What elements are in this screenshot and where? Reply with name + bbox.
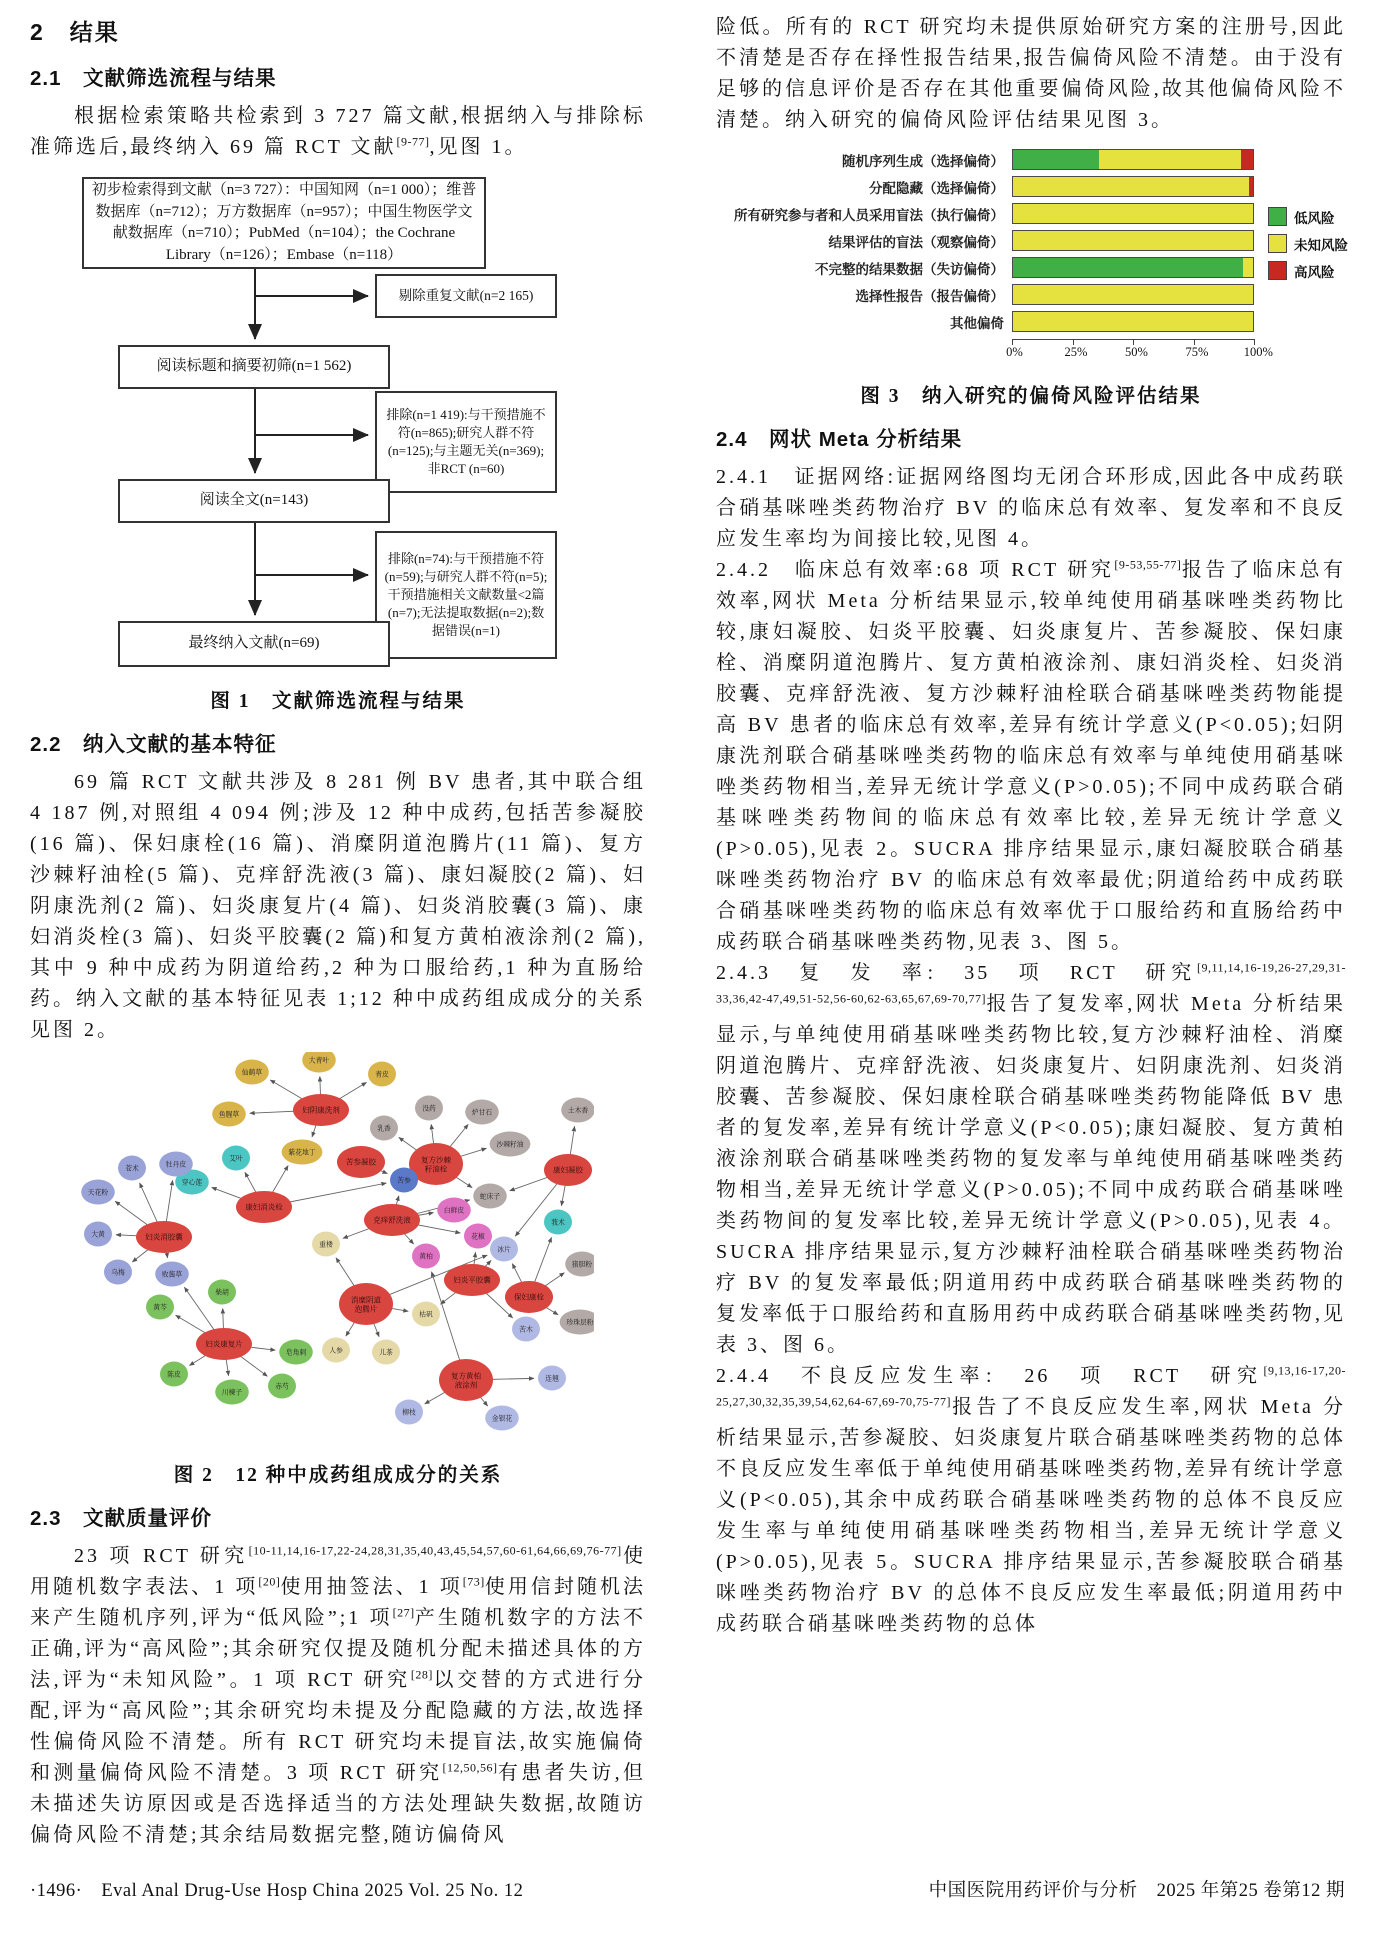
network-node-label: 黄芩 xyxy=(153,1303,167,1312)
text-run: 报告了复发率,网状 Meta 分析结果显示,与单纯使用硝基咪唑类药物比较,复方沙棘籽油栓、消糜阴道泡腾片、克痒舒洗液、妇炎康复片、妇阴康洗剂、妇炎消胶囊、苦参凝胶、保妇康栓联合硝基咪唑类药物能降低 BV 患者的复发率,差异有统计学意义(P<0.05);康妇凝胶、复方黄柏液涂剂联合硝基咪唑类药物的复发率与单纯使用硝基咪唑类药物相当,差异无统计学意义(P>0.05);不同中成药联合硝基咪唑类药物间的复发率比较,差异无统计学意义(P>0.05),见表 4。SUCRA 排序结果显示,复方沙棘籽油栓联合硝基咪唑类药物治疗 BV 的复发率最低;阴道用药中成药联合硝基咪唑类药物的复发率低于口服给药和直肠用药中成药联合硝基咪唑类药物,见表 3、图 6。 xyxy=(716,993,1346,1356)
network-node-label: 冰片 xyxy=(497,1245,511,1254)
network-node-label: 紫花地丁 xyxy=(288,1148,316,1157)
paragraph-right-continuation xyxy=(716,12,1346,136)
reference-superscript: [73] xyxy=(462,1574,485,1589)
reference-superscript: [9-77] xyxy=(396,134,430,149)
network-node-label: 鱼腥草 xyxy=(218,1110,240,1119)
network-node-label: 大青叶 xyxy=(308,1056,330,1065)
network-node-label: 苦参 xyxy=(397,1176,411,1185)
axis-tick-label: 100% xyxy=(1243,345,1273,359)
network-node-label: 土木香 xyxy=(567,1106,589,1115)
text-run: 使用信封随机法来产生随机序列,评为“低风险”;1 项 xyxy=(30,1576,647,1629)
rob-row-label: 分配隐藏（选择偏倚） xyxy=(869,180,1004,196)
legend-swatch xyxy=(1268,207,1287,226)
paragraph-2-4-4 xyxy=(716,1361,1346,1640)
reference-superscript: [27] xyxy=(392,1605,415,1620)
text-run: 2.4.2 临床总有效率:68 项 RCT 研究 xyxy=(716,559,1115,581)
legend-item xyxy=(1268,257,1348,284)
reference-superscript: [9,13,16-17,20-25,27,30,32,35,39,54,62,64-67,69-70,75-77] xyxy=(716,1363,1346,1409)
network-node-label: 大黄 xyxy=(91,1230,105,1239)
network-node-label: 艾叶 xyxy=(229,1154,243,1163)
network-node-label: 复方黄柏液涂剂 xyxy=(451,1371,481,1390)
flowchart-box-final-included: 最终纳入文献(n=69) xyxy=(118,621,390,667)
network-node-label: 连翘 xyxy=(545,1374,559,1383)
rob-bar-segment xyxy=(1013,150,1099,169)
footer-right: 中国医院用药评价与分析 2025 年第25 卷第12 期 xyxy=(928,1881,1345,1901)
rob-bar xyxy=(1012,203,1254,224)
text-run: 2.4.4 不良反应发生率: 26 项 RCT 研究 xyxy=(716,1365,1264,1387)
text-run: 根据检索策略共检索到 3 727 篇文献,根据纳入与排除标准筛选后,最终纳入 69 篇 RCT 文献 xyxy=(30,105,646,158)
network-node-label: 保妇康栓 xyxy=(514,1292,544,1302)
rob-bar-segment xyxy=(1013,258,1243,277)
rob-row-label: 其他偏倚 xyxy=(950,315,1004,331)
rob-bar-segment xyxy=(1099,150,1241,169)
rob-bar-segment xyxy=(1243,258,1253,277)
flowchart-box-excluded-1: 排除(n=1 419):与干预措施不符(n=865);研究人群不符(n=125);与主题无关(n=369);非RCT (n=60) xyxy=(375,391,557,493)
network-node-label: 败酱草 xyxy=(161,1270,183,1279)
rob-row xyxy=(716,308,1346,335)
rob-row-label: 选择性报告（报告偏倚） xyxy=(855,288,1004,304)
figure3-caption: 图 3 纳入研究的偏倚风险评估结果 xyxy=(860,386,1202,407)
rob-row-label: 所有研究参与者和人员采用盲法（执行偏倚） xyxy=(734,207,1004,223)
network-node-label: 白鲜皮 xyxy=(443,1206,465,1215)
rob-bar xyxy=(1012,284,1254,305)
figure1-flowchart xyxy=(30,177,646,673)
network-node-label: 陈皮 xyxy=(167,1370,181,1379)
network-node-label: 乌梅 xyxy=(111,1268,125,1277)
paragraph-2-4-1 xyxy=(716,462,1346,555)
network-node-label: 妇炎康复片 xyxy=(205,1339,243,1349)
flowchart-box-title-abstract-screen: 阅读标题和摘要初筛(n=1 562) xyxy=(118,345,390,389)
text-run: ,见图 1。 xyxy=(429,136,528,158)
network-node-label: 花椒 xyxy=(471,1232,485,1241)
legend-item xyxy=(1268,230,1348,257)
paragraph-2-4-2 xyxy=(716,555,1346,958)
network-node-label: 黄柏 xyxy=(419,1252,433,1261)
flowchart-box-excluded-2: 排除(n=74):与干预措施不符(n=59);与研究人群不符(n=5);干预措施相关文献数量<2篇(n=7);无法提取数据(n=2);数据错误(n=1) xyxy=(375,531,557,659)
rob-bar-segment xyxy=(1013,312,1253,331)
network-node-label: 儿茶 xyxy=(379,1348,393,1357)
rob-row xyxy=(716,227,1346,254)
network-node-label: 天花粉 xyxy=(87,1188,109,1197)
figure2-network-svg xyxy=(74,1052,594,1442)
section-2-3-heading: 2.3 文献质量评价 xyxy=(30,1507,212,1530)
network-node-label: 赤芍 xyxy=(275,1382,289,1391)
rob-row-label: 结果评估的盲法（观察偏倚） xyxy=(828,234,1004,250)
network-node-label: 仙鹤草 xyxy=(241,1068,263,1077)
rob-bar xyxy=(1012,257,1254,278)
text-run: 使用随机数字表法、1 项 xyxy=(30,1545,647,1598)
legend-label: 高风险 xyxy=(1294,264,1335,280)
network-node-label: 穿心莲 xyxy=(181,1178,203,1187)
reference-superscript: [12,50,56] xyxy=(442,1760,498,1775)
rob-row xyxy=(716,173,1346,200)
network-node-label: 重楼 xyxy=(319,1240,333,1249)
reference-superscript: [9-53,55-77] xyxy=(1114,557,1182,572)
network-node-label: 克痒舒洗液 xyxy=(373,1215,411,1225)
rob-bar xyxy=(1012,230,1254,251)
paragraph-2-2 xyxy=(30,767,646,1046)
rob-bar-segment xyxy=(1013,285,1253,304)
network-node-label: 川楝子 xyxy=(221,1388,243,1397)
rob-bar xyxy=(1012,149,1254,170)
text-run: 报告了临床总有效率,网状 Meta 分析结果显示,较单纯使用硝基咪唑类药物比较,康妇凝胶、妇炎平胶囊、妇炎康复片、苦参凝胶、保妇康栓、消糜阴道泡腾片、复方黄柏液涂剂、康妇消炎栓、妇炎消胶囊、克痒舒洗液、复方沙棘籽油栓联合硝基咪唑类药物能提高 BV 患者的临床总有效率,差异有统计学意义(P<0.05);妇阴康洗剂联合硝基咪唑类药物的临床总有效率与单纯使用硝基咪唑类药物相当,差异无统计学意义(P>0.05);不同中成药联合硝基咪唑类药物间的临床总有效率比较,差异无统计学意义(P>0.05),见表 2。SUCRA 排序结果显示,康妇凝胶联合硝基咪唑类药物治疗 BV 的临床总有效率最优;阴道给药中成药联合硝基咪唑类药物的临床总有效率优于口服给药和直肠给药中成药联合硝基咪唑类药物,见表 3、图 5。 xyxy=(716,559,1347,953)
network-node-label: 金银花 xyxy=(491,1414,513,1423)
rob-bar-segment xyxy=(1013,231,1253,250)
rob-bar xyxy=(1012,311,1254,332)
network-node-label: 没药 xyxy=(422,1104,436,1113)
network-node-label: 复方沙棘籽油栓 xyxy=(421,1155,451,1174)
section-2-2-heading: 2.2 纳入文献的基本特征 xyxy=(30,733,277,756)
text-run: 69 篇 RCT 文献共涉及 8 281 例 BV 患者,其中联合组 4 187 例,对照组 4 094 例;涉及 12 种中成药,包括苦参凝胶(16 篇)、保妇康栓(16 篇)、消糜阴道泡腾片(11 篇)、复方沙棘籽油栓(5 篇)、克痒舒洗液(3 篇)、康妇凝胶(2 篇)、妇阴康洗剂(2 篇)、妇炎康复片(4 篇)、妇炎消胶囊(3 篇)、康妇消炎栓(3 篇)、妇炎平胶囊(2 篇)和复方黄柏液涂剂(2 篇),其中 9 种中成药为阴道给药,2 种为口服给药,1 种为直肠给药。纳入文献的基本特征见表 1;12 种中成药组成成分的关系见图 2。 xyxy=(30,771,646,1041)
section-2-4-heading: 2.4 网状 Meta 分析结果 xyxy=(716,428,963,451)
text-run: 2.4.1 证据网络:证据网络图均无闭合环形成,因此各中成药联合硝基咪唑类药物治疗 BV 的临床总有效率、复发率和不良反应发生率均为间接比较,见图 4。 xyxy=(716,466,1346,550)
network-node-label: 皂角刺 xyxy=(285,1348,307,1357)
text-run: 以交替的方式进行分配,评为“高风险”;其余研究均未提及分配隐藏的方法,故选择性偏倚风险不清楚。所有 RCT 研究均未提盲法,故实施偏倚和测量偏倚风险不清楚。3 项 RCT 研究 xyxy=(30,1669,647,1784)
network-node-label: 猪胆粉 xyxy=(571,1260,593,1269)
rob-row-label: 随机序列生成（选择偏倚） xyxy=(842,153,1004,169)
axis-tick-label: 75% xyxy=(1185,345,1209,359)
network-node-label: 妇炎平胶囊 xyxy=(453,1275,491,1285)
legend-swatch xyxy=(1268,234,1287,253)
network-node-label: 沙棘籽油 xyxy=(496,1140,524,1149)
network-node-label: 枯矾 xyxy=(419,1310,433,1319)
figure1-caption: 图 1 文献筛选流程与结果 xyxy=(210,691,466,712)
reference-superscript: [10-11,14,16-17,22-24,28,31,35,40,43,45,54,57,60-61,64,66,69,76-77] xyxy=(248,1543,622,1558)
footer-left: ·1496· Eval Anal Drug-Use Hosp China 2025 Vol. 25 No. 12 xyxy=(30,1881,524,1901)
reference-superscript: [9,11,14,16-19,26-27,29,31-33,36,42-47,49,51-52,56-60,62-63,65,67,69-70,77] xyxy=(716,960,1346,1006)
flowchart-box-duplicates-removed: 剔除重复文献(n=2 165) xyxy=(375,274,557,318)
network-node-label: 妇阴康洗剂 xyxy=(302,1105,340,1115)
paragraph-2-4-3 xyxy=(716,958,1346,1361)
legend-label: 低风险 xyxy=(1294,210,1335,226)
paragraph-2-3 xyxy=(30,1541,646,1851)
network-node-label: 乳香 xyxy=(377,1124,391,1133)
network-node-label: 青皮 xyxy=(375,1070,389,1079)
network-node-label: 康妇凝胶 xyxy=(553,1165,583,1175)
network-node-label: 苦参凝胶 xyxy=(346,1157,376,1167)
text-run: 23 项 RCT 研究 xyxy=(74,1545,249,1567)
rob-x-axis xyxy=(1006,339,1273,364)
flowchart-box-initial-search: 初步检索得到文献（n=3 727）：中国知网（n=1 000）；维普数据库（n=712）；万方数据库（n=957）；中国生物医学文献数据库（n=710）；PubMed（n=104）；the Cochrane Library（n=126）；Embase（n=118） xyxy=(82,177,486,269)
flowchart-box-fulltext-read: 阅读全文(n=143) xyxy=(118,479,390,523)
section-2-1-heading: 2.1 文献筛选流程与结果 xyxy=(30,67,277,90)
reference-superscript: [20] xyxy=(258,1574,281,1589)
rob-row xyxy=(716,281,1346,308)
left-column xyxy=(30,12,646,1851)
axis-tick-label: 0% xyxy=(1006,345,1023,359)
text-run: 报告了不良反应发生率,网状 Meta 分析结果显示,苦参凝胶、妇炎康复片联合硝基咪唑类药物的总体不良反应发生率低于单纯使用硝基咪唑类药物,差异有统计学意义(P<0.05),其余中成药联合硝基咪唑类药物的总体不良反应发生率与单纯使用硝基咪唑类药物相当,差异无统计学意义(P>0.05),见表 5。SUCRA 排序结果显示,苦参凝胶联合硝基咪唑类药物治疗 BV 的总体不良反应发生率最低;阴道用药中成药联合硝基咪唑类药物的总体 xyxy=(716,1396,1346,1635)
network-node-label: 莪术 xyxy=(551,1218,565,1227)
right-column xyxy=(716,12,1346,1640)
network-node-label: 康妇消炎栓 xyxy=(245,1202,283,1212)
network-node-label: 苍术 xyxy=(125,1164,139,1173)
rob-legend xyxy=(1268,203,1348,284)
network-node-label: 人参 xyxy=(329,1346,343,1355)
text-run: 有患者失访,但未描述失访原因或是否选择适当的方法处理缺失数据,故随访偏倚风险不清楚;其余结局数据完整,随访偏倚风 xyxy=(30,1762,646,1846)
network-node-label: 柴胡 xyxy=(215,1288,229,1297)
rob-bar-segment xyxy=(1013,204,1253,223)
network-node-label: 蛇床子 xyxy=(479,1192,501,1201)
network-node-label: 苦木 xyxy=(519,1325,533,1334)
network-node-label: 珍珠层粉 xyxy=(566,1318,594,1327)
rob-row xyxy=(716,200,1346,227)
legend-label: 未知风险 xyxy=(1294,237,1348,253)
rob-bar-segment xyxy=(1249,177,1253,196)
rob-bar-segment xyxy=(1013,177,1249,196)
legend-swatch xyxy=(1268,261,1287,280)
text-run: 2.4.3 复 发 率: 35 项 RCT 研究 xyxy=(716,962,1197,984)
network-node-label: 炉甘石 xyxy=(471,1108,493,1117)
text-run: 使用抽签法、1 项 xyxy=(280,1576,463,1598)
network-node-label: 柳枝 xyxy=(402,1408,416,1417)
section-2-heading: 2 结果 xyxy=(30,19,120,45)
network-node-label: 妇炎消胶囊 xyxy=(145,1232,183,1242)
rob-bar-segment xyxy=(1241,150,1253,169)
page-footer xyxy=(30,1876,1345,1902)
text-run: 险低。所有的 RCT 研究均未提供原始研究方案的注册号,因此不清楚是否存在择性报告结果,报告偏倚风险不清楚。由于没有足够的信息评价是否存在其他重要偏倚风险,故其他偏倚风险不清楚。纳入研究的偏倚风险评估结果见图 3。 xyxy=(716,16,1346,131)
figure2-network-diagram xyxy=(74,1052,646,1447)
rob-row xyxy=(716,146,1346,173)
axis-tick-label: 50% xyxy=(1124,345,1148,359)
text-run: 产生随机数字的方法不正确,评为“高风险”;其余研究仅提及随机分配未描述具体的方法,评为“未知风险”。1 项 RCT 研究 xyxy=(30,1607,647,1691)
rob-row-label: 不完整的结果数据（失访偏倚） xyxy=(815,261,1004,277)
axis-tick-label: 25% xyxy=(1064,345,1088,359)
rob-row xyxy=(716,254,1346,281)
network-node-label: 牡丹皮 xyxy=(165,1160,187,1169)
figure3-risk-of-bias-chart xyxy=(716,146,1346,368)
figure2-caption: 图 2 12 种中成药组成成分的关系 xyxy=(173,1465,503,1486)
rob-bar xyxy=(1012,176,1254,197)
network-node-label: 消糜阴道泡腾片 xyxy=(351,1295,381,1314)
legend-item xyxy=(1268,203,1348,230)
paragraph-2-1 xyxy=(30,101,646,163)
reference-superscript: [28] xyxy=(410,1667,433,1682)
